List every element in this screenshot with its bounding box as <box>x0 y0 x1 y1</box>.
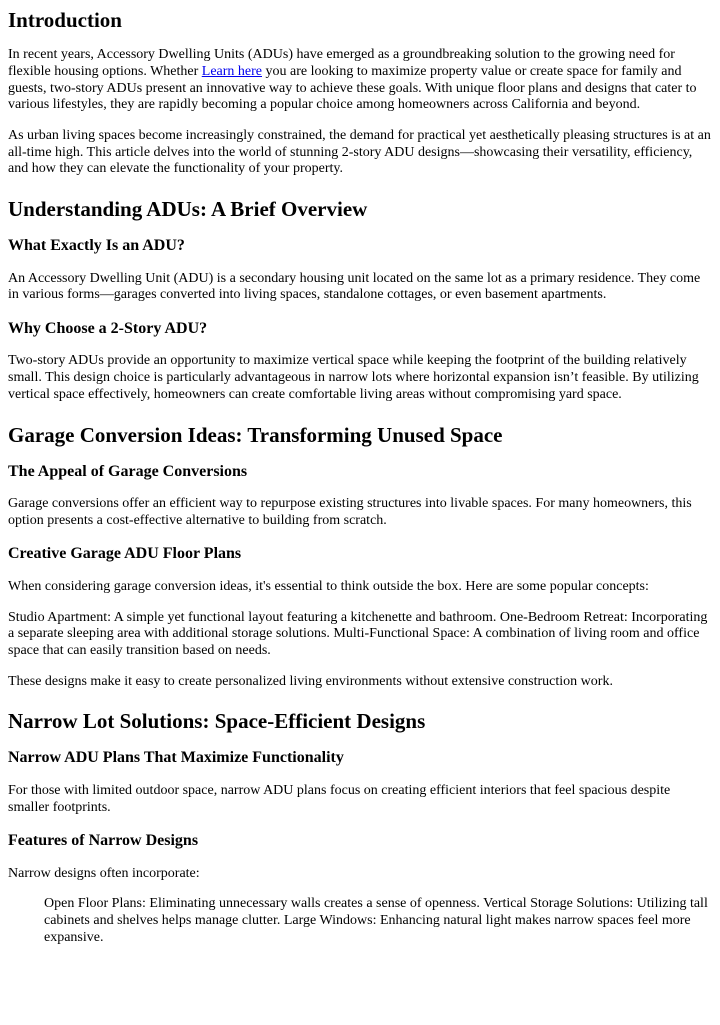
narrow-plans-text: For those with limited outdoor space, narrow ADU plans focus on creating efficient interiors that feel spacious despite smaller footprints. <box>8 782 671 815</box>
intro-p1-after-link: you are looking to maximize property value or create space for family and guests, two-story ADUs present an innovative way to achieve these goals. With unique floor plans and designs that cater to various lifestyles, they are rapidly becoming a popular choice among homeowners across California and beyond. <box>8 63 697 113</box>
garage-appeal-heading: The Appeal of Garage Conversions <box>8 462 248 480</box>
intro-heading: Introduction <box>8 8 122 32</box>
article <box>0 8 720 946</box>
learn-here-link[interactable]: Learn here <box>201 63 262 79</box>
intro-paragraph-1 <box>8 47 712 114</box>
why-2-story-text: Two-story ADUs provide an opportunity to maximize vertical space while keeping the footprint of the building relatively small. This design choice is particularly advantageous in narrow lots where horizontal expansion isn’t feasible. By utilizing vertical space effectively, homeowners can create comfortable living areas without compromising yard space. <box>8 353 699 402</box>
narrow-plans-heading: Narrow ADU Plans That Maximize Functionality <box>8 749 344 767</box>
why-2-story-heading: Why Choose a 2-Story ADU? <box>8 320 208 337</box>
narrow-features-heading: Features of Narrow Designs <box>8 832 199 850</box>
narrow-features-list: Open Floor Plans: Eliminating unnecessary walls creates a sense of openness. Vertical Storage Solutions: Utilizing tall cabinets and shelves helps manage clutter. Large Windows: Enhancing natural light makes narrow spaces feel more expansive. <box>44 896 708 945</box>
garage-appeal-text: Garage conversions offer an efficient way to repurpose existing structures into livable spaces. For many homeowners, this option presents a cost-effective alternative to building from scratch. <box>8 496 692 528</box>
narrow-features-intro: Narrow designs often incorporate: <box>8 865 200 881</box>
garage-plans-heading: Creative Garage ADU Floor Plans <box>8 545 242 563</box>
garage-plans-intro: When considering garage conversion ideas, it's essential to think outside the box. Here are some popular concepts: <box>8 578 649 594</box>
garage-plans-list: Studio Apartment: A simple yet functional layout featuring a kitchenette and bathroom. One-Bedroom Retreat: Incorporating a separate sleeping area with additional storage solutions. Multi-Functional Space: A combination of living room and office space that can easily transition based on needs. <box>8 609 708 658</box>
garage-plans-outro: These designs make it easy to create personalized living environments without extensive construction work. <box>8 673 613 689</box>
garage-heading: Garage Conversion Ideas: Transforming Unused Space <box>8 422 503 447</box>
narrow-heading: Narrow Lot Solutions: Space-Efficient Designs <box>8 709 426 734</box>
intro-paragraph-2: As urban living spaces become increasingly constrained, the demand for practical yet aesthetically pleasing structures is at an all-time high. This article delves into the world of stunning 2-story ADU designs—showcasing their versatility, efficiency, and how they can elevate the functionality of your property. <box>8 127 711 177</box>
what-is-adu-text: An Accessory Dwelling Unit (ADU) is a secondary housing unit located on the same lot as a primary residence. They come in various forms—garages converted into living spaces, standalone cottages, or even basement apartments. <box>8 270 701 303</box>
what-is-adu-heading: What Exactly Is an ADU? <box>8 237 185 255</box>
intro-p1-before-link: In recent years, Accessory Dwelling Units (ADUs) have emerged as a groundbreaking solution to the growing need for flexible housing options. Whether <box>8 47 675 79</box>
understanding-heading: Understanding ADUs: A Brief Overview <box>8 197 368 222</box>
